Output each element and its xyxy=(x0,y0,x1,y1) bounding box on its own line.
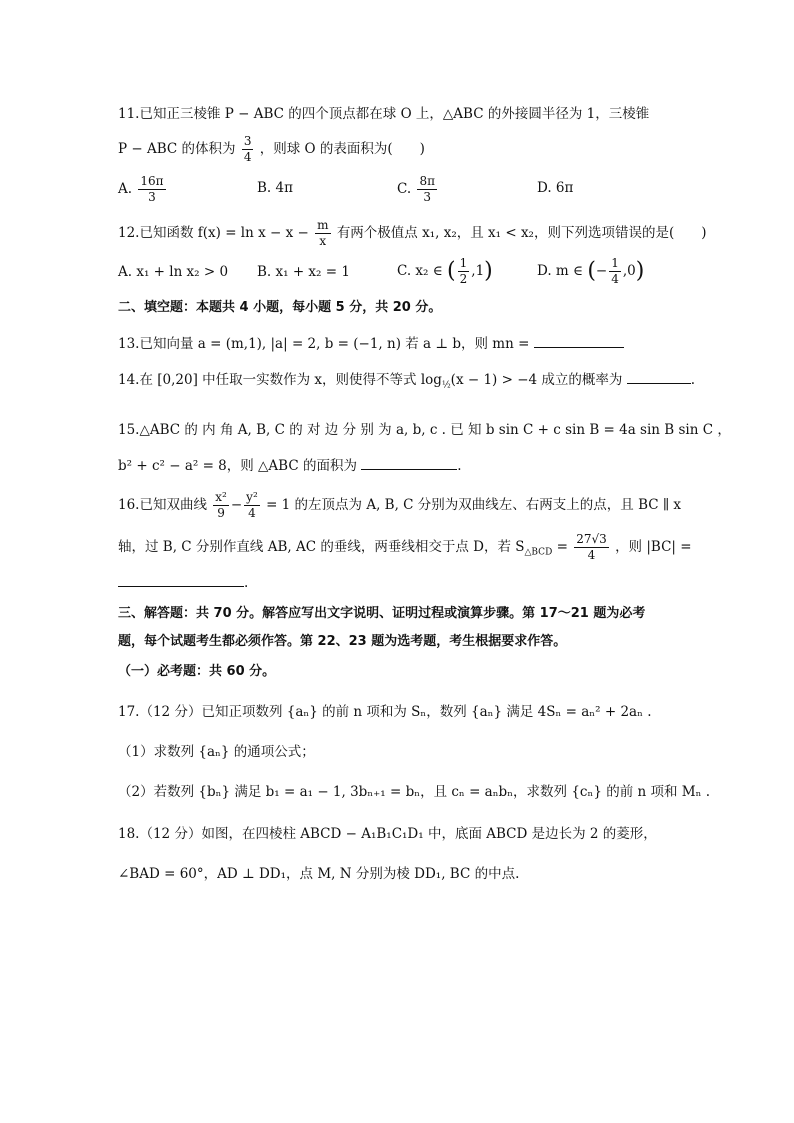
q12-text-a: 12.已知函数 f(x) = ln x − x − xyxy=(118,225,309,241)
q11-option-a-den: 3 xyxy=(148,190,156,204)
q16-text-a: 16.已知双曲线 xyxy=(118,497,207,513)
q16-fraction-x-den: 9 xyxy=(217,506,225,520)
q13-answer-blank[interactable] xyxy=(534,347,624,348)
q16-fraction-y xyxy=(244,490,260,521)
q17-part-2: （2）若数列 {bₙ} 满足 b₁ = a₁ − 1, 3bₙ₊₁ = bₙ，且 cₙ = aₙbₙ，求数列 {cₙ} 的前 n 项和 Mₙ . xyxy=(118,784,711,800)
q18-line1: 18.（12 分）如图，在四棱柱 ABCD − A₁B₁C₁D₁ 中，底面 ABCD 是边长为 2 的菱形， xyxy=(118,826,657,842)
q12-option-d-num: 1 xyxy=(611,256,619,270)
q16-fraction-area-num: 27√3 xyxy=(576,532,607,546)
q11-fraction-den: 4 xyxy=(243,150,252,164)
q14-log-base: ½ xyxy=(441,380,451,391)
q16-line1 xyxy=(118,490,681,521)
q14-line: 14.在 [0,20] 中任取一实数作为 x，则使得不等式 $\log_{\frac{1}{2}}(x - 1) > -4$ 成立的概率为 . xyxy=(118,372,695,391)
q12-fraction-den: x xyxy=(319,234,327,248)
q11-line2 xyxy=(118,134,425,165)
q16-equals: = xyxy=(556,539,568,555)
q11-option-a-label: A. xyxy=(118,181,133,197)
q11-line2-text-a: P − ABC 的体积为 xyxy=(118,141,236,157)
section-2-title: 二、填空题：本题共 4 小题，每小题 5 分，共 20 分。 xyxy=(118,300,442,315)
q16-fraction-x-num: x² xyxy=(215,490,227,504)
q16-fraction-x xyxy=(213,490,229,521)
q16-fraction-y-den: 4 xyxy=(248,506,256,520)
q12-option-d-den: 4 xyxy=(611,272,619,286)
q11-option-c-label: C. xyxy=(397,181,412,197)
q16-fraction-area xyxy=(574,532,609,563)
q15-line1: 15.△ABC 的 内 角 A, B, C 的 对 边 分 别 为 a, b, c . 已 知 b sin C + c sin B = 4a sin B sin C ， xyxy=(118,422,731,438)
q14-text-b: (x − 1) > −4 成立的概率为 xyxy=(450,372,623,388)
q11-line2-text-b: ，则球 O 的表面积为( ) xyxy=(259,141,425,157)
q12-option-a: A. x₁ + ln x₂ > 0 xyxy=(118,264,229,280)
q11-option-c xyxy=(397,174,439,205)
q16-answer-line: . xyxy=(118,572,248,593)
q11-option-a xyxy=(118,174,168,205)
q12-option-c-den: 2 xyxy=(459,272,468,286)
q12-fraction-num: m xyxy=(317,218,329,232)
q14-text-a: 14.在 [0,20] 中任取一实数作为 x，则使得不等式 log xyxy=(118,372,442,388)
q12-option-d-text-a: D. m ∈ xyxy=(537,263,584,279)
q11-option-c-fraction xyxy=(417,174,437,205)
q17-stem: 17.（12 分）已知正项数列 {aₙ} 的前 n 项和为 Sₙ，数列 {aₙ} 满足 4Sₙ = aₙ² + 2aₙ . xyxy=(118,704,652,720)
q11-option-c-den: 3 xyxy=(423,190,432,204)
section-3-title-line2: 题，每个试题考生都必须作答。第 22、23 题为选考题，考生根据要求作答。 xyxy=(118,634,567,649)
q16-line2 xyxy=(118,532,692,563)
q13-line xyxy=(118,334,624,354)
q11-fraction-num: 3 xyxy=(243,134,252,148)
q15-line2: b² + c² − a² = 8，则 △ABC 的面积为 . xyxy=(118,458,462,474)
q16-text-b: = 1 的左顶点为 A, B, C 分别为双曲线左、右两支上的点，且 BC ∥ x xyxy=(266,497,682,513)
q12-option-c: C. x₂ ∈ ( $\frac{1}{2}$ ,1) xyxy=(397,256,493,286)
q12-fraction xyxy=(315,218,330,249)
q16-answer-blank[interactable] xyxy=(118,572,244,587)
q11-line1: 11.已知正三棱锥 P − ABC 的四个顶点都在球 O 上，△ABC 的外接圆半径为 1，三棱锥 xyxy=(118,106,650,122)
q13-text: 13.已知向量 a = (m,1), |a| = 2, b = (−1, n) 若 a ⊥ b，则 mn = xyxy=(118,336,530,352)
q16-text-d: ，则 |BC| = xyxy=(615,539,692,555)
q12-option-d-fraction xyxy=(609,256,621,287)
q11-option-a-num: 16π xyxy=(140,174,164,188)
q12-option-c-text-b: ,1 xyxy=(471,263,485,279)
q16-fraction-y-num: y² xyxy=(246,490,258,504)
q14-answer-blank[interactable] xyxy=(627,383,691,384)
q11-option-b: B. 4π xyxy=(257,180,293,196)
q12-option-b: B. x₁ + x₂ = 1 xyxy=(257,264,350,280)
q12-option-c-fraction xyxy=(458,256,470,287)
q16-fraction-area-den: 4 xyxy=(587,548,596,562)
section-3-title-line1: 三、解答题：共 70 分。解答应写出文字说明、证明过程或演算步骤。第 17～21 题为必考 xyxy=(118,606,646,621)
q17-part-1: （1）求数列 {aₙ} 的通项公式； xyxy=(118,744,315,760)
section-3-subtitle: （一）必考题：共 60 分。 xyxy=(118,664,276,679)
q12-option-d: D. m ∈ (− $\frac{1}{4}$ ,0) xyxy=(537,256,645,286)
q16-area-subscript: △BCD xyxy=(524,547,553,558)
q18-line2: ∠BAD = 60°，AD ⊥ DD₁，点 M, N 分别为棱 DD₁, BC 的中点. xyxy=(118,866,520,882)
q12-line1 xyxy=(118,218,707,249)
q11-option-d: D. 6π xyxy=(537,180,574,196)
q12-option-c-text-a: C. x₂ ∈ xyxy=(397,263,443,279)
q11-option-a-fraction xyxy=(138,174,165,205)
q16-text-c: 轴，过 B, C 分别作直线 AB, AC 的垂线，两垂线相交于点 D，若 S xyxy=(118,539,525,555)
q12-text-b: 有两个极值点 x₁, x₂，且 x₁ < x₂，则下列选项错误的是( ) xyxy=(336,225,707,241)
q11-fraction xyxy=(242,134,254,165)
q15-answer-blank[interactable] xyxy=(361,469,457,470)
q15-text: b² + c² − a² = 8，则 △ABC 的面积为 xyxy=(118,458,357,474)
q12-option-d-text-b: ,0 xyxy=(622,263,636,279)
q12-option-c-num: 1 xyxy=(459,256,468,270)
q11-option-c-num: 8π xyxy=(419,174,435,188)
q16-minus: − xyxy=(230,497,243,513)
